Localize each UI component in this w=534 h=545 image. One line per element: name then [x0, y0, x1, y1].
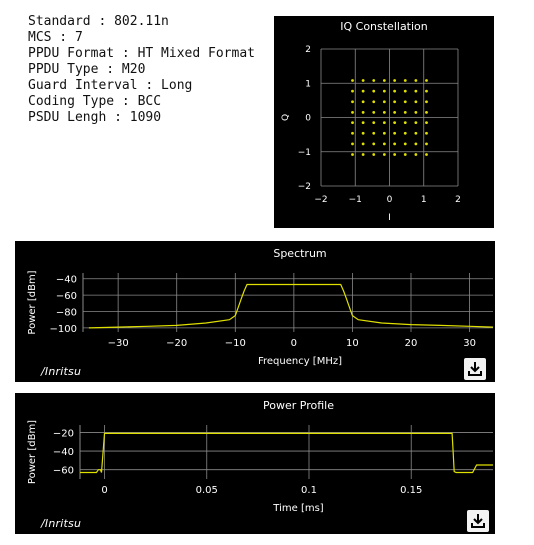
iq-point	[414, 100, 417, 103]
spectrum-chart	[15, 241, 495, 382]
iq-point	[414, 153, 417, 156]
iq-point	[393, 132, 396, 135]
x-tick-label: −10	[224, 338, 246, 349]
info-standard: Standard : 802.11n	[28, 14, 169, 29]
x-tick-label: −30	[107, 338, 129, 349]
x-tick-label: 20	[404, 338, 418, 349]
iq-point	[393, 121, 396, 124]
iq-point	[414, 90, 417, 93]
info-ppdu-format: PPDU Format : HT Mixed Format	[28, 46, 255, 61]
iq-point	[351, 142, 354, 145]
iq-point	[404, 90, 407, 93]
iq-point	[383, 153, 386, 156]
ppdu-info-block	[28, 14, 255, 126]
x-tick-label: 1	[420, 195, 427, 205]
iq-point	[372, 100, 375, 103]
info-psdu-length: PSDU Lengh : 1090	[28, 110, 162, 125]
x-tick-label: 0	[101, 485, 108, 496]
iq-point	[362, 142, 365, 145]
y-tick-label: −40	[55, 274, 77, 286]
x-tick-label: −1	[348, 195, 362, 205]
iq-point	[372, 79, 375, 82]
iq-point	[393, 90, 396, 93]
iq-point	[425, 111, 428, 114]
iq-point	[351, 111, 354, 114]
y-tick-label: 0	[305, 113, 311, 124]
iq-point	[404, 153, 407, 156]
iq-point	[383, 111, 386, 114]
iq-point	[414, 121, 417, 124]
info-ppdu-type: PPDU Type : M20	[28, 62, 146, 77]
chart-title: Power Profile	[263, 399, 334, 412]
x-axis-label: Time [ms]	[273, 503, 324, 514]
x-axis-label: I	[388, 213, 391, 223]
iq-point	[351, 100, 354, 103]
info-coding-type: Coding Type : BCC	[28, 94, 162, 109]
y-tick-label: −60	[52, 465, 74, 477]
x-tick-label: −2	[314, 195, 328, 205]
iq-point	[351, 90, 354, 93]
iq-point	[372, 121, 375, 124]
iq-point	[404, 142, 407, 145]
iq-point	[362, 100, 365, 103]
y-axis-label: Power [dBm]	[27, 419, 38, 485]
iq-point	[425, 79, 428, 82]
x-tick-label: 2	[455, 195, 461, 205]
iq-point	[351, 121, 354, 124]
iq-point	[383, 90, 386, 93]
x-tick-label: 30	[463, 338, 476, 349]
iq-constellation-panel	[274, 16, 494, 228]
anritsu-logo: /Inritsu	[41, 517, 82, 530]
y-tick-label: −80	[55, 307, 77, 319]
iq-point	[351, 132, 354, 135]
power-profile-chart	[15, 393, 495, 534]
iq-point	[351, 153, 354, 156]
iq-point	[383, 132, 386, 135]
iq-point	[362, 121, 365, 124]
y-tick-label: −40	[52, 447, 74, 459]
iq-point	[351, 79, 354, 82]
iq-point	[372, 153, 375, 156]
iq-point	[383, 121, 386, 124]
x-tick-label: −20	[166, 338, 188, 349]
iq-point	[393, 100, 396, 103]
chart-title: IQ Constellation	[340, 20, 428, 33]
y-tick-label: −20	[52, 428, 74, 440]
iq-point	[393, 111, 396, 114]
series-line	[89, 285, 493, 328]
power-profile-download-button[interactable]	[467, 510, 489, 532]
y-axis-label: Q	[281, 113, 291, 122]
iq-point	[372, 142, 375, 145]
iq-point	[372, 90, 375, 93]
iq-constellation-chart	[274, 16, 494, 228]
y-axis-label: Power [dBm]	[27, 270, 38, 335]
series-line	[80, 433, 493, 472]
iq-point	[414, 111, 417, 114]
iq-point	[372, 111, 375, 114]
x-tick-label: 0	[290, 338, 298, 349]
iq-point	[372, 132, 375, 135]
y-tick-label: −60	[55, 291, 77, 303]
iq-point	[404, 111, 407, 114]
iq-point	[425, 132, 428, 135]
spectrum-download-button[interactable]	[464, 358, 486, 380]
iq-point	[383, 142, 386, 145]
spectrum-panel	[15, 241, 495, 382]
iq-point	[425, 100, 428, 103]
download-icon	[470, 513, 486, 529]
x-axis-label: Frequency [MHz]	[257, 356, 343, 367]
iq-point	[414, 142, 417, 145]
iq-point	[404, 132, 407, 135]
y-tick-label: 1	[305, 79, 311, 90]
anritsu-logo: /Inritsu	[41, 365, 82, 378]
y-tick-label: 2	[305, 45, 311, 55]
iq-point	[425, 142, 428, 145]
x-tick-label: 0.1	[301, 485, 317, 496]
iq-point	[362, 79, 365, 82]
iq-point	[383, 100, 386, 103]
iq-point	[393, 142, 396, 145]
iq-point	[393, 153, 396, 156]
chart-title: Spectrum	[273, 247, 327, 260]
iq-point	[404, 79, 407, 82]
info-guard-interval: Guard Interval : Long	[28, 78, 193, 93]
x-tick-label: 0.05	[195, 485, 218, 496]
iq-point	[425, 90, 428, 93]
iq-point	[414, 79, 417, 82]
y-tick-label: −2	[297, 182, 311, 192]
iq-point	[362, 111, 365, 114]
info-mcs: MCS : 7	[28, 30, 83, 45]
power-profile-panel	[15, 393, 495, 534]
iq-point	[404, 121, 407, 124]
iq-point	[404, 100, 407, 103]
iq-point	[383, 79, 386, 82]
x-tick-label: 0	[386, 195, 393, 205]
iq-point	[362, 90, 365, 93]
iq-point	[362, 153, 365, 156]
iq-point	[425, 153, 428, 156]
y-tick-label: −100	[49, 323, 77, 335]
x-tick-label: 10	[346, 338, 359, 349]
download-icon	[467, 361, 483, 377]
iq-point	[393, 79, 396, 82]
iq-point	[425, 121, 428, 124]
iq-point	[362, 132, 365, 135]
y-tick-label: −1	[297, 147, 311, 158]
iq-point	[414, 132, 417, 135]
x-tick-label: 0.15	[400, 485, 423, 496]
